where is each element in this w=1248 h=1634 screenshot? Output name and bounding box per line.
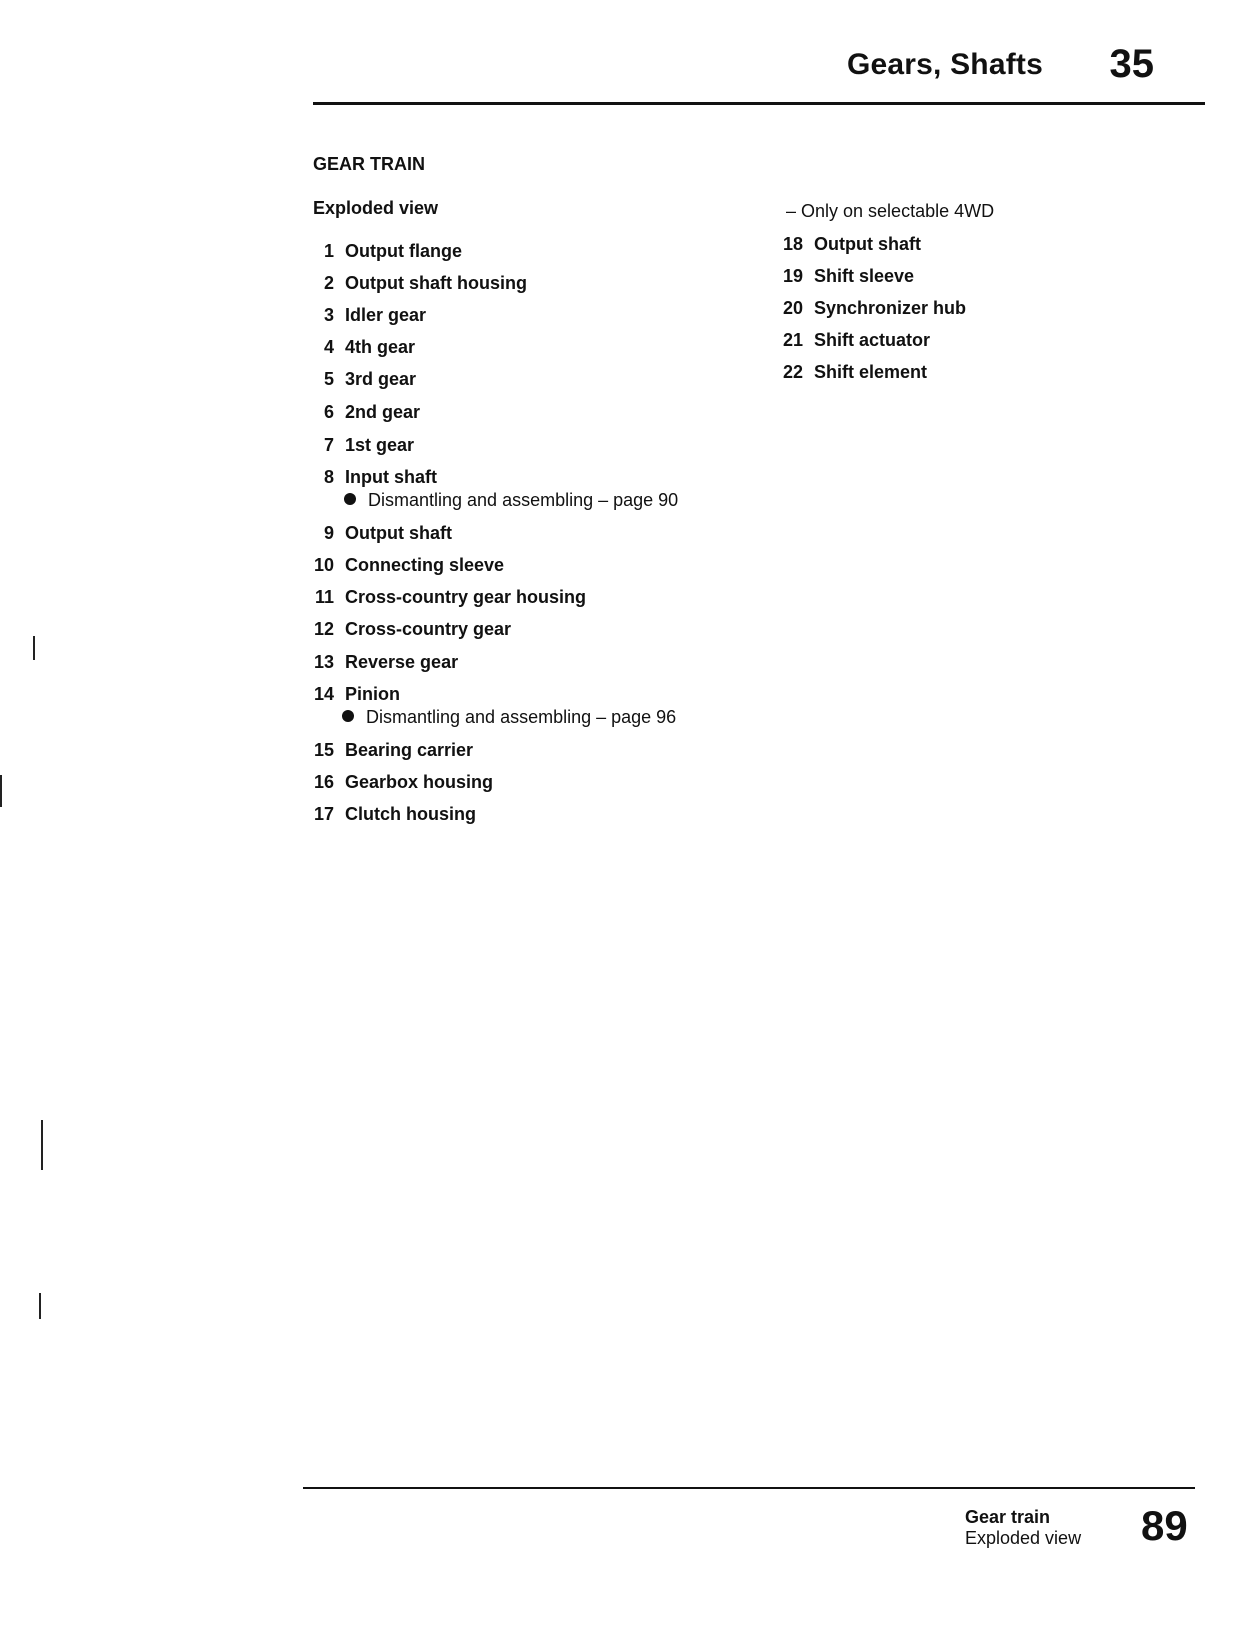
item-label: 3rd gear [345,369,417,389]
item-label: 2nd gear [345,402,421,422]
item-number: 16 [313,772,334,792]
footer-title: Gear train [965,1507,1051,1527]
list-item [771,233,921,255]
bullet-note-item8 [344,489,678,511]
item-number: 10 [313,555,334,575]
bullet-dot-icon [342,710,354,722]
header-title: Gears, Shafts [846,48,1043,81]
footer-rule [303,1487,1195,1489]
list-item [304,771,493,793]
item-number: 4 [323,337,334,357]
list-item [304,434,414,456]
header-rule [313,102,1205,105]
list-item [304,368,416,390]
item-number: 15 [313,740,334,760]
item-label: Cross-country gear housing [345,587,587,607]
item-number: 8 [323,467,334,487]
footer-subtitle: Exploded view [965,1528,1082,1548]
item-label: Reverse gear [345,652,459,672]
list-item [304,739,473,761]
list-item [304,803,476,825]
item-number: 2 [323,273,334,293]
section-number: 35 [1109,42,1154,86]
bullet-text: Dismantling and assembling – page 90 [368,490,679,510]
scan-margin-mark [39,1293,41,1319]
list-item [771,297,966,319]
list-item [771,361,927,383]
item-label: Cross-country gear [345,619,512,639]
item-number: 13 [313,652,334,672]
section-title: GEAR TRAIN [313,154,425,174]
item-number: 18 [782,234,803,254]
item-number: 14 [313,684,334,704]
item-label: Output shaft housing [345,273,527,293]
item-label: 1st gear [345,435,415,455]
list-item [304,651,458,673]
item-label: Output shaft [814,234,921,254]
item-label: Synchronizer hub [814,298,967,318]
list-item [304,272,527,294]
list-item [304,401,420,423]
list-item [304,618,511,640]
bullet-text: Dismantling and assembling – page 96 [366,707,677,727]
list-item [304,336,415,358]
item-number: 20 [782,298,803,318]
list-item [304,522,452,544]
list-item [304,466,437,488]
item-label: Output shaft [345,523,452,543]
item-number: 11 [314,587,334,607]
item-label: Output flange [345,241,462,261]
item-label: Gearbox housing [345,772,494,792]
item-number: 12 [313,619,334,639]
item-label: Pinion [345,684,400,704]
item-label: Shift actuator [814,330,931,350]
item-label: Shift sleeve [814,266,915,286]
item-number: 3 [323,305,334,325]
page-number: 89 [1141,1502,1188,1549]
list-item [771,265,914,287]
subtitle: Exploded view [313,198,439,218]
item-number: 21 [782,330,803,350]
item-label: Clutch housing [345,804,476,824]
bullet-dot-icon [344,493,356,505]
item-number: 17 [313,804,334,824]
list-item [304,586,586,608]
item-number: 7 [323,435,334,455]
item-label: Shift element [814,362,928,382]
bullet-note-item14 [342,706,676,728]
item-number: 22 [782,362,803,382]
list-item [304,304,426,326]
item-label: Connecting sleeve [345,555,505,575]
item-number: 19 [782,266,803,286]
scan-margin-mark [41,1120,43,1170]
list-item [304,240,462,262]
item-label: 4th gear [345,337,416,357]
list-item [304,683,400,705]
item-number: 1 [323,241,334,261]
list-item [304,554,504,576]
item-number: 5 [323,369,334,389]
selectable-4wd-note: – Only on selectable 4WD [786,201,995,221]
item-label: Bearing carrier [345,740,474,760]
item-label: Input shaft [345,467,437,487]
item-number: 9 [323,523,334,543]
scan-margin-mark [33,636,35,660]
list-item [771,329,930,351]
item-label: Idler gear [345,305,427,325]
scan-margin-mark [0,775,2,807]
item-number: 6 [323,402,334,422]
